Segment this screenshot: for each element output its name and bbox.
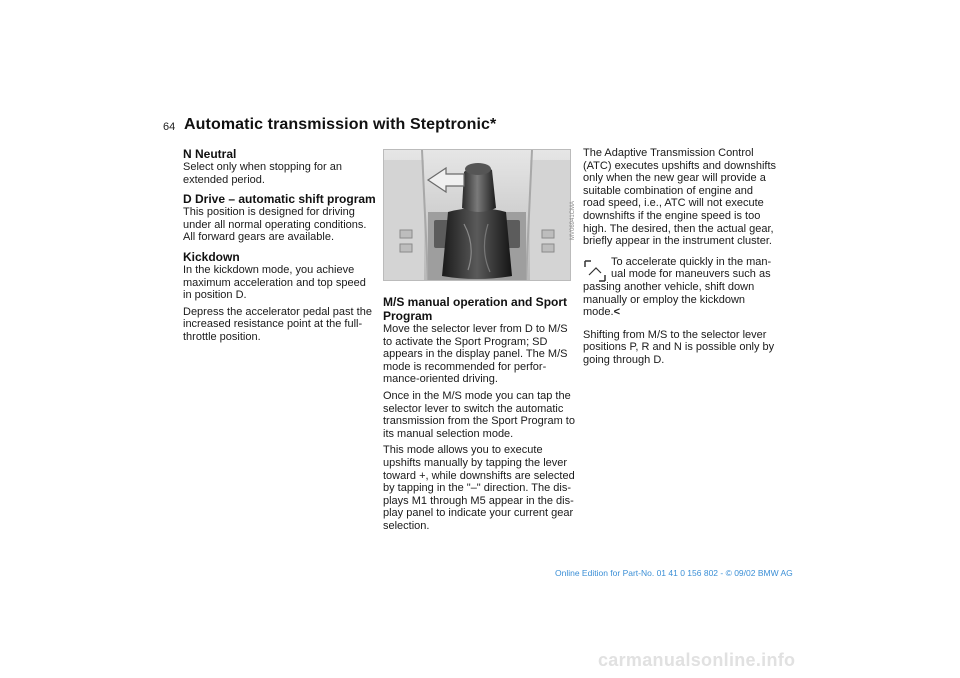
section-heading: Kickdown <box>183 249 240 264</box>
paragraph: The Adaptive Transmission Control (ATC) executes upshifts and downshifts only when the new gear will provide a suitable combination of engine and road speed, i.e., ATC will not execute downshifts if the engine speed is too high. The desired, then the actual gear, briefly appear in the instrument cluster. <box>583 147 776 248</box>
right-column <box>583 147 778 371</box>
section-text: Select only when stopping for an extended period. <box>183 161 342 186</box>
footer-text: Online Edition for Part-No. 01 41 0 156 802 - © 09/02 BMW AG <box>555 568 793 578</box>
page-number: 64 <box>163 121 176 133</box>
section-drive <box>183 192 378 244</box>
section-text: In the kickdown mode, you achieve maximum acceleration and top speed in position D. <box>183 263 366 302</box>
gear-selector-figure <box>383 149 571 281</box>
middle-column <box>383 295 578 537</box>
section-heading-ms: M/S manual operation and Sport Program <box>383 295 568 323</box>
note-end-mark: < <box>613 306 621 319</box>
note-icon <box>584 260 606 282</box>
watermark: carmanualsonline.info <box>598 650 796 670</box>
section-heading: D Drive – automatic shift program <box>183 192 376 207</box>
section-text: This position is designed for driving under all normal operating conditions. All forward gears are available. <box>183 206 367 244</box>
paragraph: Move the selector lever from D to M/S to activate the Sport Program; SD appears in the display panel. The M/S mode is recommended for perfor- mance-oriented driving. <box>383 323 568 386</box>
note-rest: passing another vehicle, shift down manually or employ the kickdown mode. <box>583 280 755 319</box>
gear-selector-illustration <box>384 150 570 280</box>
note-first-lines: To accelerate quickly in the man- ual mode for maneuvers such as <box>611 255 772 281</box>
section-heading: N Neutral <box>183 147 237 161</box>
note-text <box>583 281 778 319</box>
section-neutral <box>183 147 378 186</box>
paragraph: Once in the M/S mode you can tap the selector lever to switch the automatic transmission from the Sport Program to its manual selection mode. <box>383 389 575 440</box>
note-block <box>583 256 778 319</box>
paragraph: Shifting from M/S to the selector lever positions P, R and N is possible only by going through D. <box>583 328 775 366</box>
paragraph: This mode allows you to execute upshifts manually by tapping the lever toward +, while downshifts are selected by tapping in the "–" direction. The dis- plays M1 through M5 appear in the dis- play panel to indicate your current gear selection. <box>383 444 575 532</box>
section-kickdown <box>183 250 378 344</box>
page-title: Automatic transmission with Steptronic* <box>184 116 497 133</box>
section-text: Depress the accelerator pedal past the increased resistance point at the full- throttle position. <box>183 305 372 343</box>
left-column <box>183 147 378 350</box>
figure-code: MV06941CMA <box>570 200 576 240</box>
